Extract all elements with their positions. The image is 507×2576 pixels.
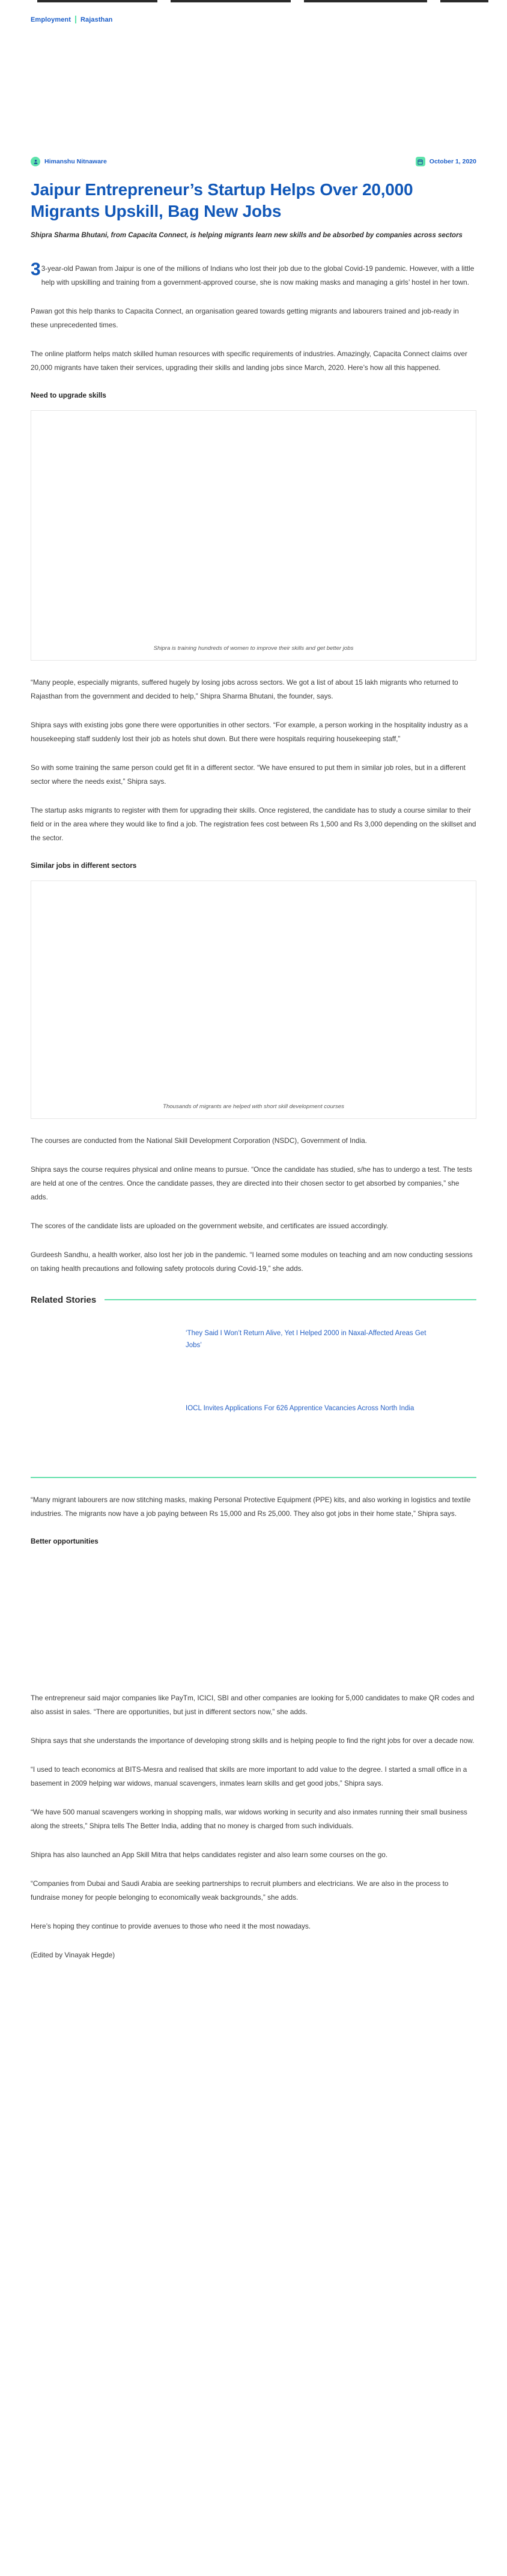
top-nav-strip xyxy=(0,0,507,2)
article-paragraph: Shipra says with existing jobs gone there were opportunities in other sectors. “For example, a person working in the hospitality industry as a housekeeping staff suddenly lost their job as hotels shut down. But there were hospitals requiring housekeeping staff,” xyxy=(31,720,468,743)
article-image-2 xyxy=(31,881,476,1103)
publish-date: October 1, 2020 xyxy=(429,158,476,165)
article-paragraph: “We have 500 manual scavengers working in shopping malls, war widows working in security and also inmates running their small business along the streets,” Shipra tells The Better India, adding that no money is charged from such individuals. xyxy=(31,1807,467,1830)
article-paragraph: Shipra has also launched an App Skill Mitra that helps candidates register and also learn some courses on the go. xyxy=(31,1850,388,1859)
person-icon xyxy=(31,157,40,166)
related-story-link[interactable]: ‘They Said I Won’t Return Alive, Yet I Helped 2000 in Naxal-Affected Areas Get Jobs’ xyxy=(186,1329,427,1349)
section-heading-similar-jobs: Similar jobs in different sectors xyxy=(31,861,137,870)
article-paragraph xyxy=(31,259,476,289)
article-paragraph: Here’s hoping they continue to provide avenues to those who need it the most nowadays. xyxy=(31,1921,311,1930)
image-caption-1: Shipra is training hundreds of women to improve their skills and get better jobs xyxy=(153,644,354,652)
related-stories-section xyxy=(31,1295,476,1478)
article-paragraph: Shipra says the course requires physical and online means to pursue. “Once the candidate has studied, s/he has to undergo a test. The tests are held at one of the centres. Once the candidate passes, they are directed into their chosen sector to get absorbed by companies,” she adds. xyxy=(31,1165,472,1201)
top-nav-pill[interactable] xyxy=(171,0,291,2)
article-paragraph: The entrepreneur said major companies like PayTm, ICICI, SBI and other companies are looking for 5,000 candidates to make QR codes and also assist in sales. “There are opportunities, but just in different sectors now,” she adds. xyxy=(31,1693,475,1716)
related-stories-bottom-divider xyxy=(31,1477,476,1478)
article-image-1 xyxy=(31,411,476,645)
related-stories-header xyxy=(31,1295,476,1305)
inline-media-placeholder xyxy=(31,1545,476,1676)
article-paragraph: Shipra says that she understands the importance of developing strong skills and is helping people to find the right jobs for over a decade now. xyxy=(31,1736,475,1745)
article-paragraph: The scores of the candidate lists are uploaded on the government website, and certificates are issued accordingly. xyxy=(31,1221,389,1230)
top-nav-pill[interactable] xyxy=(440,0,488,2)
article-paragraph: “Many people, especially migrants, suffered hugely by losing jobs across sectors. We got a list of about 15 lakh migrants who returned to Rajasthan from the government and decided to help,” Shipra Sharma Bhutani, the founder, says. xyxy=(31,677,458,700)
article-standfirst: Shipra Sharma Bhutani, from Capacita Connect, is helping migrants learn new skills and be absorbed by companies across sectors xyxy=(31,231,463,239)
drop-cap: 3 xyxy=(31,259,41,279)
author-block[interactable] xyxy=(31,157,107,166)
article-paragraph: The startup asks migrants to register with them for upgrading their skills. Once registered, the candidate has to study a course similar to their field or in the area where they would like to find a job. The registration fees cost between Rs 1,500 and Rs 3,000 depending on the skillset and the sector. xyxy=(31,805,476,842)
article-paragraph: Gurdeesh Sandhu, a health worker, also lost her job in the pandemic. “I learned some modules on teaching and am now conducting sessions on taking health precautions and following safety protocols during Covid-19,” she adds. xyxy=(31,1250,473,1273)
breadcrumb-item-employment[interactable]: Employment xyxy=(31,16,71,23)
article-paragraph: “I used to teach economics at BITS-Mesra and realised that skills are more important to add value to the degree. I started a small office in a basement in 2009 helping war widows, manual scavengers, inmates learn skills and get good jobs,” Shipra says. xyxy=(31,1765,467,1787)
related-story-item[interactable] xyxy=(31,1323,476,1380)
top-nav-pill[interactable] xyxy=(304,0,427,2)
related-story-thumbnail xyxy=(31,1398,186,1455)
breadcrumb-separator xyxy=(75,16,76,23)
article-paragraph: Pawan got this help thanks to Capacita Connect, an organisation geared towards getting migrants and labourers trained and job-ready in these unprecedented times. xyxy=(31,306,459,329)
article-paragraph: “Companies from Dubai and Saudi Arabia are seeking partnerships to recruit plumbers and electricians. We are also in the process to fundraise money for people belonging to economically weak backgrounds,” she adds. xyxy=(31,1879,449,1902)
related-stories-title: Related Stories xyxy=(31,1294,97,1305)
author-name: Himanshu Nitnaware xyxy=(44,158,107,165)
calendar-icon xyxy=(416,157,425,166)
page-title: Jaipur Entrepreneur’s Startup Helps Over 20,000 Migrants Upskill, Bag New Jobs xyxy=(31,180,413,220)
article-byline xyxy=(31,157,476,166)
section-heading-better-opportunities: Better opportunities xyxy=(31,1536,99,1545)
paragraph-text: 3-year-old Pawan from Jaipur is one of the millions of Indians who lost their job due to the global Covid-19 pandemic. However, with a little help with upskilling and training from a government-approved course, she is now making masks and managing a girls’ hostel in her town. xyxy=(41,264,475,286)
article-paragraph: The online platform helps match skilled human resources with specific requirements of industries. Amazingly, Capacita Connect claims over 20,000 migrants have taken their services, upgrading their skills and landing jobs since March, 2020. Here’s how all this happened. xyxy=(31,349,467,372)
date-block xyxy=(416,157,476,166)
top-nav-pill[interactable] xyxy=(37,0,157,2)
breadcrumb xyxy=(31,0,476,23)
related-stories-divider xyxy=(105,1299,476,1300)
article-editor-credit: (Edited by Vinayak Hegde) xyxy=(31,1950,115,1959)
article-paragraph: “Many migrant labourers are now stitching masks, making Personal Protective Equipment (PPE) kits, and also working in logistics and textile industries. The migrants now have a job paying between Rs 15,000 and Rs 25,000. They also got jobs in their home state,” Shipra says. xyxy=(31,1495,471,1518)
article-paragraph: The courses are conducted from the National Skill Development Corporation (NSDC), Government of India. xyxy=(31,1136,367,1145)
section-heading-need-to-upgrade-skills: Need to upgrade skills xyxy=(31,390,106,399)
article-paragraph: So with some training the same person could get fit in a different sector. “We have ensured to put them in similar job roles, but in a different sector where the needs exist,” Shipra says. xyxy=(31,763,466,786)
breadcrumb-item-rajasthan[interactable]: Rajasthan xyxy=(80,16,113,23)
image-caption-2: Thousands of migrants are helped with short skill development courses xyxy=(163,1103,344,1110)
related-story-link[interactable]: IOCL Invites Applications For 626 Apprentice Vacancies Across North India xyxy=(186,1404,414,1412)
article-figure-1 xyxy=(31,410,476,661)
article-figure-2 xyxy=(31,880,476,1119)
related-story-item[interactable] xyxy=(31,1398,476,1455)
related-story-thumbnail xyxy=(31,1323,186,1380)
